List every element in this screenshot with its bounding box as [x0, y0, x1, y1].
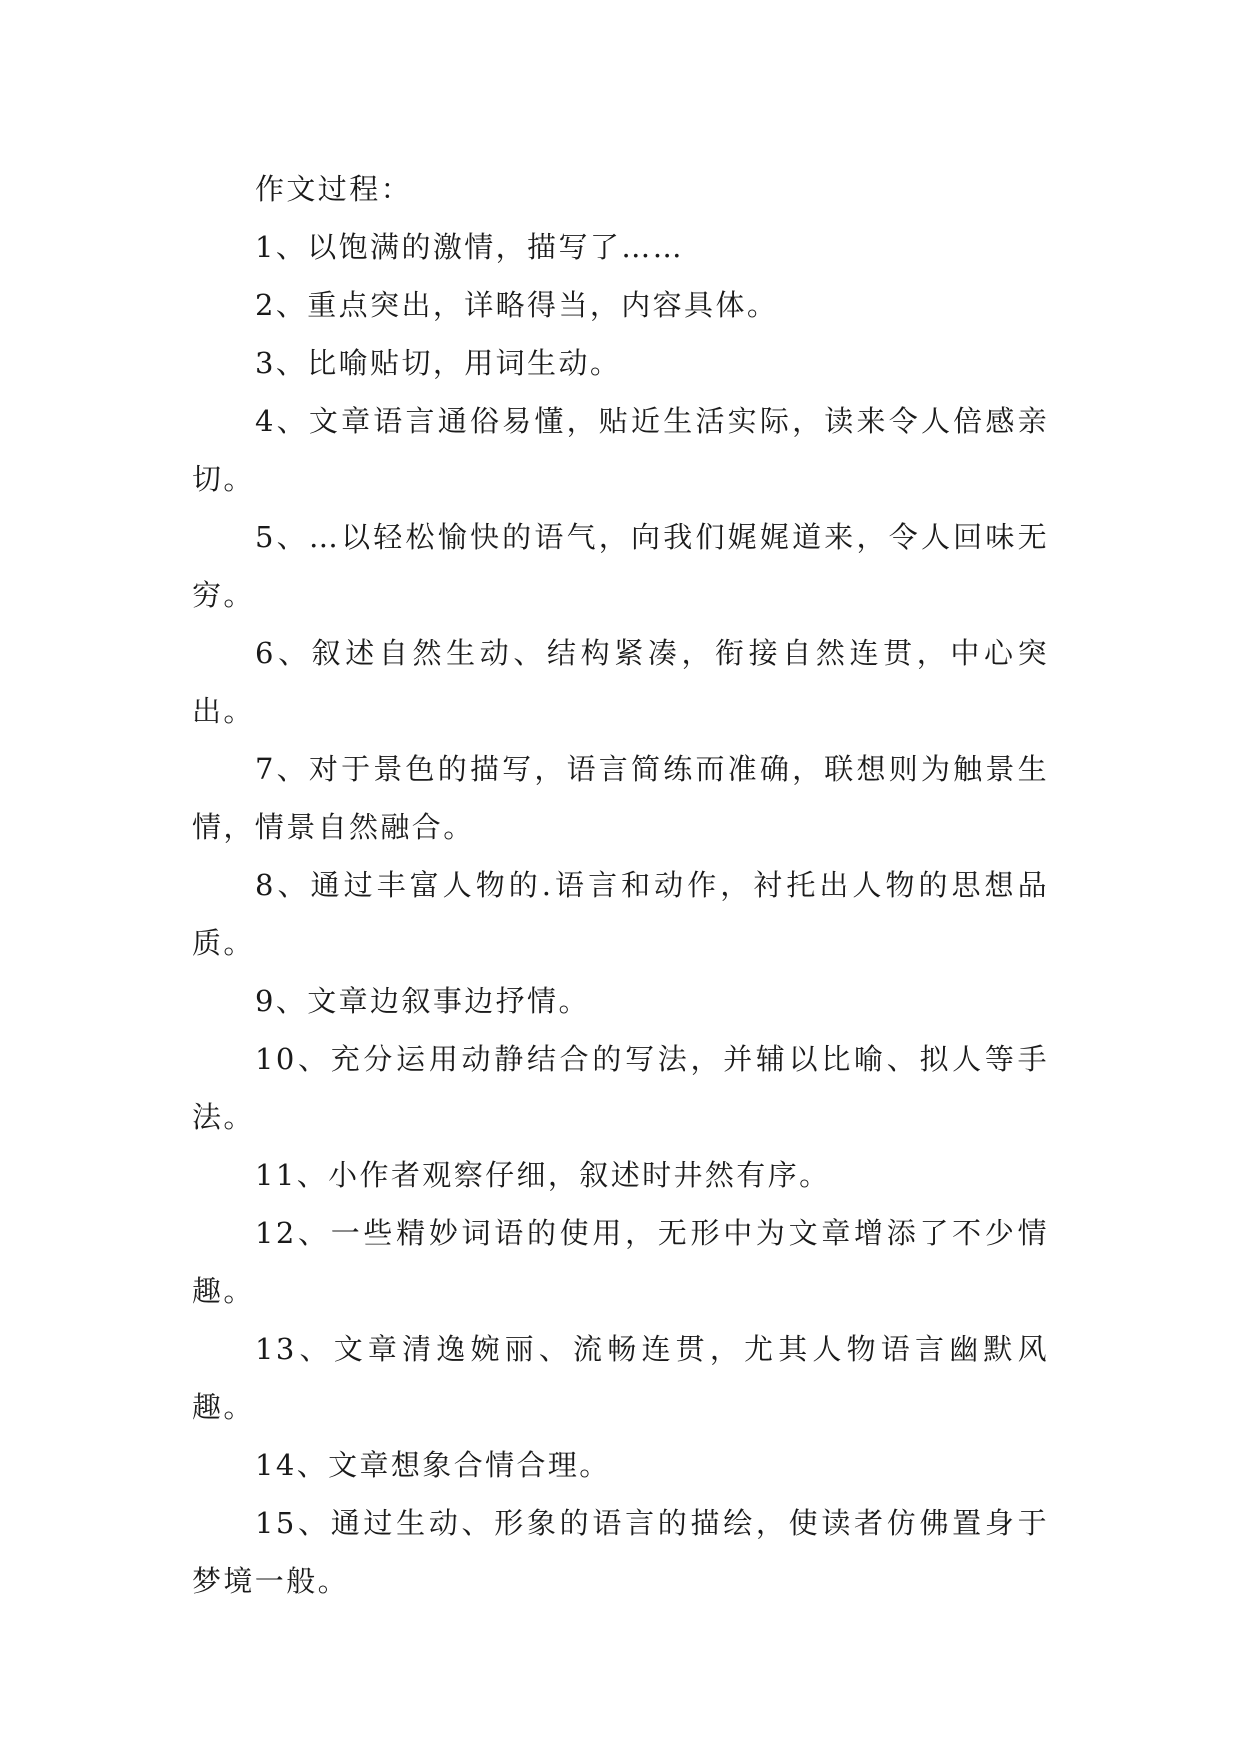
list-item: 1、以饱满的激情，描写了……	[255, 230, 685, 264]
list-item: 6、叙述自然生动、结构紧凑，衔接自然连贯，中心突出。	[192, 636, 1049, 728]
list-item: 3、比喻贴切，用词生动。	[255, 346, 622, 380]
section-heading: 作文过程：	[255, 172, 413, 206]
list-item: 4、文章语言通俗易懂，贴近生活实际，读来令人倍感亲切。	[192, 404, 1049, 496]
list-item: 10、充分运用动静结合的写法，并辅以比喻、拟人等手法。	[192, 1042, 1049, 1134]
list-item: 13、文章清逸婉丽、流畅连贯，尤其人物语言幽默风趣。	[192, 1332, 1049, 1424]
list-item: 12、一些精妙词语的使用，无形中为文章增添了不少情趣。	[192, 1216, 1049, 1308]
list-item: 5、…以轻松愉快的语气，向我们娓娓道来，令人回味无穷。	[192, 520, 1049, 612]
list-item: 7、对于景色的描写，语言简练而准确，联想则为触景生情，情景自然融合。	[192, 752, 1049, 844]
list-item: 8、通过丰富人物的.语言和动作，衬托出人物的思想品质。	[192, 868, 1049, 960]
list-item: 11、小作者观察仔细，叙述时井然有序。	[255, 1158, 831, 1192]
list-item: 14、文章想象合情合理。	[255, 1448, 611, 1482]
list-item: 2、重点突出，详略得当，内容具体。	[255, 288, 779, 322]
list-item: 9、文章边叙事边抒情。	[255, 984, 590, 1018]
document-body	[192, 160, 1049, 1610]
list-item: 15、通过生动、形象的语言的描绘，使读者仿佛置身于梦境一般。	[192, 1506, 1049, 1598]
